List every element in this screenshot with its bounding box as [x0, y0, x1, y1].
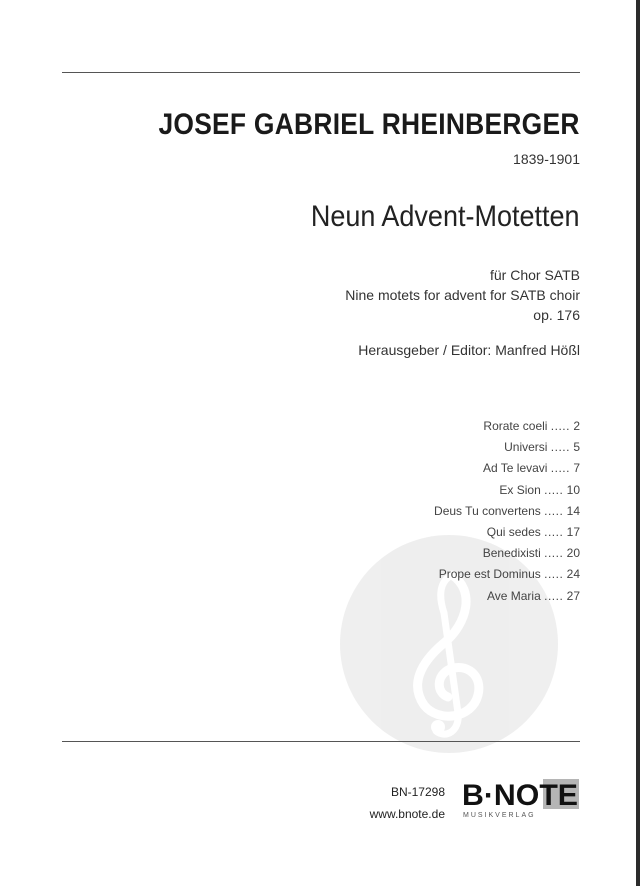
- toc-item: Ad Te levavi ..... 7: [482, 461, 580, 476]
- composer-dates: 1839-1901: [513, 151, 580, 167]
- subtitle-line: für Chor SATB: [490, 267, 580, 283]
- toc-item: Ave Maria ..... 27: [486, 588, 580, 603]
- table-of-contents: [434, 416, 580, 607]
- toc-item: Universi ..... 5: [504, 440, 580, 455]
- catalog-number: BN-17298: [390, 785, 445, 799]
- editor-credit: Herausgeber / Editor: Manfred Hößl: [358, 342, 580, 358]
- composer-name: JOSEF GABRIEL RHEINBERGER: [158, 108, 580, 141]
- bnote-logo: [461, 776, 581, 820]
- toc-item: Benedixisti ..... 20: [482, 546, 580, 561]
- toc-item: Deus Tu convertens ..... 14: [434, 503, 580, 518]
- bottom-rule: [62, 741, 580, 742]
- subtitle-block: [345, 265, 580, 325]
- svg-text:B·NOTE: B·NOTE: [462, 779, 578, 812]
- toc-item: Qui sedes ..... 17: [486, 525, 580, 540]
- svg-text:MUSIKVERLAG: MUSIKVERLAG: [463, 812, 536, 819]
- toc-item: Ex Sion ..... 10: [499, 482, 580, 497]
- work-title: Neun Advent-Motetten: [311, 200, 580, 233]
- publisher-url: www.bnote.de: [369, 807, 445, 821]
- toc-item: Rorate coeli ..... 2: [483, 419, 580, 433]
- subtitle-line: op. 176: [533, 307, 580, 323]
- page-edge: [636, 0, 640, 886]
- subtitle-line: Nine motets for advent for SATB choir: [345, 287, 580, 303]
- toc-item: Prope est Dominus ..... 24: [438, 567, 580, 582]
- top-rule: [62, 72, 580, 73]
